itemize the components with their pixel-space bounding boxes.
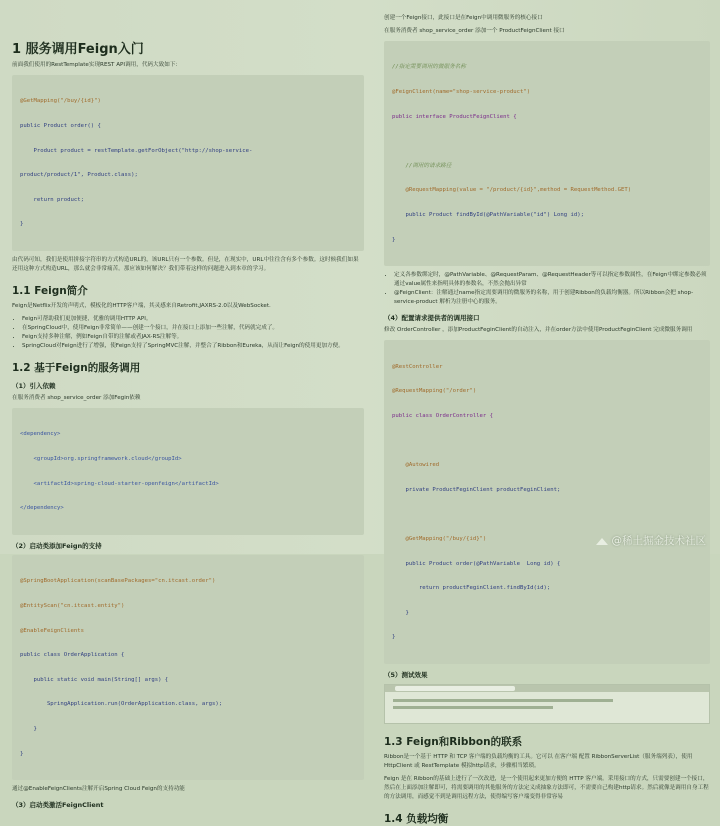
code-line: </dependency> bbox=[20, 505, 64, 512]
feign-intro-paragraph: Feign是Netflix开发的声明式，模板化的HTTP客户端，其灵感来自Retrofit,JAXRS-2.0以及WebSocket. bbox=[12, 303, 271, 310]
section-heading-feign-call: 1.2 基于Feign的服务调用 bbox=[12, 362, 141, 375]
address-bar bbox=[395, 686, 515, 691]
code-line: public static void main(String[] args) { bbox=[20, 676, 169, 683]
juejin-logo-icon bbox=[596, 536, 608, 546]
list-item: • 定义各参数绑定时，@PathVariable、@RequestParam、@RequestHeader等可以指定参数属性，在Feign中绑定参数必须通过value属性来指明具体的参数名，不然会抛出异常 bbox=[394, 271, 710, 289]
code-line: public interface ProductFeignClient { bbox=[392, 113, 517, 120]
subheading-activate-client: （3）启动类激活FeignClient bbox=[12, 801, 104, 810]
code-line: private ProductFeginClient productFeginClient; bbox=[392, 486, 561, 493]
list-item: • Feign支持多种注解，例如Feign自带的注解或者JAX-RS注解等。 bbox=[22, 333, 364, 342]
left-column bbox=[12, 0, 364, 810]
modify-controller-paragraph: 修改 OrderController ，添加ProductFeginClient的自动注入，并在order方法中使用ProductFeginClient 完成微服务调用 bbox=[384, 327, 693, 334]
code-line bbox=[392, 510, 702, 518]
annotation-notes-list bbox=[394, 271, 710, 307]
section-heading-feign-ribbon: 1.3 Feign和Ribbon的联系 bbox=[384, 736, 523, 748]
code-line: public class OrderController { bbox=[392, 412, 494, 419]
code-line: SpringApplication.run(OrderApplication.class, args); bbox=[20, 701, 223, 708]
code-line: @EntityScan("cn.itcast.entity") bbox=[20, 602, 125, 609]
code-line: } bbox=[392, 609, 409, 616]
code-line: @GetMapping("/buy/{id}") bbox=[20, 98, 101, 105]
subheading-test-result: （5）测试效果 bbox=[384, 671, 428, 679]
code-line: <dependency> bbox=[20, 431, 61, 438]
feign-vs-ribbon-paragraph: Feign 是在 Ribbon的基础上进行了一次改进，是一个使用起来更加方便的 HTTP 客户端。采用接口的方式，只需要创建一个接口，然后在上面添加注解即可，将需要调用的其他服务的方法定义成抽象方法即可，不需要自己构建http请求。然后就像是调用自身工程的方法调用，而感觉不到是调用远程方法，使得编写客户端变得非常容易 bbox=[384, 776, 709, 800]
result-line bbox=[393, 706, 553, 709]
code-line: @GetMapping("/buy/{id}") bbox=[392, 535, 487, 542]
url-problem-paragraph: 由代码可知，我们是使用拼接字符串的方式构造URL的，该URL只有一个参数。但是，在现实中，URL中往往含有多个参数。这时候我们如果还用这种方式构造URL，那么就会非常痛苦。那应该如何解决？我们带着这样的问题进入到本章的学习。 bbox=[12, 257, 359, 273]
code-line: public Product order(@PathVariable Long id) { bbox=[392, 560, 561, 567]
code-line: @SpringBootApplication(scanBasePackages="cn.itcast.order") bbox=[20, 578, 216, 585]
code-line: } bbox=[20, 725, 37, 732]
list-item: • @FeignClient：注解通过name指定需要调用的微服务的名称，用于创建Ribbon的负载均衡器。所以Ribbon会把 shop-service-product 解析为注册中心的服务。 bbox=[394, 289, 710, 307]
section-heading-load-balancing: 1.4 负载均衡 bbox=[384, 813, 449, 825]
list-item: • SpringCloud对Feign进行了增强，使Feign支持了SpringMVC注解，并整合了Ribbon和Eureka，从而让Feign的使用更加方便。 bbox=[22, 342, 364, 351]
code-line: public Product order() { bbox=[20, 123, 101, 130]
subheading-dependency: （1）引入依赖 bbox=[12, 382, 56, 391]
watermark-text: @稀土掘金技术社区 bbox=[611, 535, 706, 547]
code-line: } bbox=[20, 221, 24, 228]
code-line: <artifactId>spring-cloud-starter-openfeign</artifactId> bbox=[20, 480, 219, 487]
code-line: @RequestMapping(value = "/product/{id}",method = RequestMethod.GET) bbox=[392, 187, 632, 194]
intro-paragraph: 前面我们使用的RestTemplate实现REST API调用，代码大致如下： bbox=[12, 62, 182, 68]
code-line: product/product/1", Product.class); bbox=[20, 172, 138, 179]
code-line: } bbox=[20, 750, 24, 757]
code-line: //调用的请求路径 bbox=[392, 162, 452, 169]
ribbon-paragraph: Ribbon是一个基于 HTTP 和 TCP 客户端的负载均衡的工具。它可以 在客户端 配置 RibbonServerList（服务端列表），使用 HttpClient 或 RestTemplate 模拟http请求，步骤相当繁琐。 bbox=[384, 754, 693, 769]
code-line: @FeignClient(name="shop-service-product") bbox=[392, 89, 531, 96]
code-line: //指定需要调用的微服务名称 bbox=[392, 64, 466, 71]
code-block-application bbox=[12, 555, 364, 780]
code-line: Product product = restTemplate.getForObject("http://shop-service- bbox=[20, 147, 253, 154]
subheading-configure-call: （4）配置请求提供者的调用接口 bbox=[384, 314, 480, 323]
code-line: } bbox=[392, 236, 396, 243]
result-line bbox=[393, 699, 613, 702]
list-item: • Feign可帮助我们更加便捷，优雅的调用HTTP API。 bbox=[22, 315, 364, 324]
test-result-screenshot bbox=[384, 684, 710, 724]
code-line: @Autowired bbox=[392, 462, 440, 469]
main-heading: 1 服务调用Feign入门 bbox=[12, 42, 144, 57]
code-block-dependency bbox=[12, 408, 364, 535]
code-line: @RestController bbox=[392, 363, 443, 370]
subheading-enable-feign: （2）启动类添加Feign的支持 bbox=[12, 541, 102, 550]
code-line: @EnableFeignClients bbox=[20, 627, 84, 634]
code-line: return product; bbox=[20, 196, 84, 203]
enable-feign-paragraph: 通过@EnableFeignClients注解开启Spring Cloud Feign的支持功能 bbox=[12, 786, 185, 793]
dependency-paragraph: 在服务消费者 shop_service_order 添加Fegin依赖 bbox=[12, 395, 141, 402]
code-line: @RequestMapping("/order") bbox=[392, 388, 477, 395]
juejin-watermark bbox=[596, 533, 707, 548]
code-line: public class OrderApplication { bbox=[20, 652, 125, 659]
feign-feature-list bbox=[22, 315, 364, 351]
code-line: } bbox=[392, 634, 396, 641]
consumer-paragraph: 在服务消费者 shop_service_order 添加一个 ProductFeignClient 接口 bbox=[384, 28, 565, 34]
code-block-feign-client bbox=[384, 41, 710, 266]
create-interface-paragraph: 创建一个Feign接口，此接口是在Feign中调用微服务的核心接口 bbox=[384, 15, 543, 21]
code-line: <groupId>org.springframework.cloud</groupId> bbox=[20, 456, 182, 463]
list-item: • 在SpringCloud中，使用Feign非常简单——创建一个接口，并在接口上添加一些注解，代码就完成了。 bbox=[22, 324, 364, 333]
code-line bbox=[392, 437, 702, 445]
code-block-resttemplate bbox=[12, 75, 364, 251]
code-line bbox=[392, 137, 702, 145]
section-heading-feign-intro: 1.1 Feign简介 bbox=[12, 285, 88, 298]
code-block-order-controller bbox=[384, 340, 710, 664]
code-line: public Product findById(@PathVariable("id") Long id); bbox=[392, 212, 584, 219]
right-column bbox=[384, 0, 710, 825]
code-line: return productFeginClient.findById(id); bbox=[392, 585, 551, 592]
